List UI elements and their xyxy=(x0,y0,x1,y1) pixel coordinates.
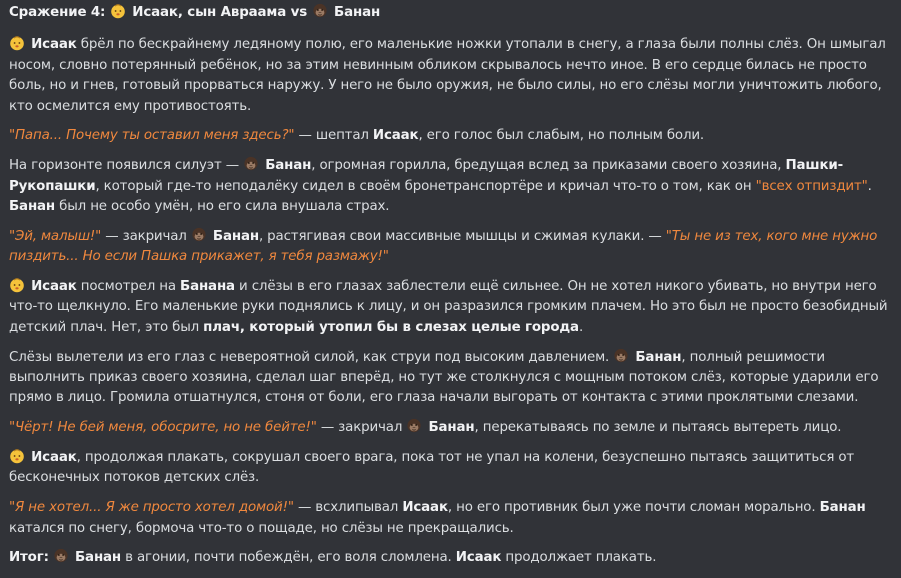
character-name: Исаак xyxy=(31,450,77,466)
narration-text: , растягивая свои массивные мышцы и сжимая кулаки. — xyxy=(258,228,666,244)
narration-text: , полный решимости выполнить приказ своего хозяина, сделал шаг вперёд, но тут же столкнулся с мощным потоком слёз, которые ударили его прямо в лицо. Громила отшатнулся, стоня от боли, его глаза начали выгорать от контакта с этими проклятыми слезами. xyxy=(9,349,879,406)
character-name: Банан xyxy=(212,228,259,244)
emphasis-text: плач, который утопил бы в слезах целые города xyxy=(203,319,579,335)
character-name: Банан xyxy=(428,420,475,436)
character-name: Банан xyxy=(265,158,312,174)
paragraph-5 xyxy=(9,277,893,338)
narration-text: , но его противник был уже почти сломан морально. xyxy=(447,500,820,516)
character-name: Исаак xyxy=(372,128,419,144)
narration-text: На горизонте появился силуэт — xyxy=(9,158,244,174)
character-name: Банана xyxy=(180,279,235,295)
character-name: Банан xyxy=(75,550,122,566)
paragraph-7 xyxy=(9,418,893,438)
title-enemy: Банан xyxy=(334,5,381,20)
gorilla-icon xyxy=(312,3,328,19)
battle-title xyxy=(9,3,893,23)
gorilla-icon xyxy=(406,418,422,434)
paragraph-2 xyxy=(9,126,893,146)
narration-text: , который где-то неподалёку сидел в своём бронетранспортёре и кричал что-то о том, как он xyxy=(95,178,756,194)
narration-text: брёл по бескрайнему ледяному полю, его маленькие ножки утопали в снегу, а глаза были полны слёз. Он шмыгал носом, словно потерянный ребёнок, но за этим невинным обликом скрывалось нечто иное. В его сердце билась не просто боль, но и гнев, готовый прорваться наружу. У него не было оружия, не было силы, но его слёзы могли уничтожить любого, кто осмелится ему противостоять. xyxy=(9,37,886,114)
summary-label: Итог: xyxy=(9,550,49,566)
narration-text: . xyxy=(578,319,584,335)
baby-face-icon xyxy=(9,277,25,293)
narration-text: и слёзы в его глазах заблестели ещё сильнее. Он не хотел никого убивать, но внутри него что-то щелкнуло. Его маленькие руки поднялись к лицу, и он разразился громким плачем. Но это был не просто безобидный детский плач. Нет, это был xyxy=(9,279,888,335)
character-name: Пашки-Рукопашки xyxy=(9,158,844,194)
narration-text: — всхлипывал xyxy=(293,500,403,516)
title-hero: Исаак, сын Авраама xyxy=(132,5,287,20)
narration-text: в агонии, почти побеждён, его воля сломлена. xyxy=(121,550,456,566)
gorilla-icon xyxy=(243,156,259,172)
paragraph-8 xyxy=(9,448,893,489)
character-name: Исаак xyxy=(455,550,502,566)
baby-face-icon xyxy=(110,3,126,19)
paragraph-summary xyxy=(9,548,893,568)
narration-text: катался по снегу, бормоча что-то о пощаде, но слёзы не прекращались. xyxy=(9,520,514,536)
baby-face-icon xyxy=(9,35,25,51)
dialogue-quote: "Эй, малыш!" xyxy=(9,228,102,244)
narration-text: — шептал xyxy=(294,128,373,144)
gorilla-icon xyxy=(613,348,629,364)
narration-text: Слёзы вылетели из его глаз с невероятной силой, как струи под высоким давлением. xyxy=(9,349,614,365)
message-body xyxy=(9,3,893,578)
paragraph-3 xyxy=(9,156,893,217)
title-prefix: Сражение 4: xyxy=(9,5,106,20)
dialogue-quote: "Чёрт! Не бей меня, обосрите, но не бейте!" xyxy=(9,420,317,436)
character-name: Исаак xyxy=(31,37,77,53)
title-vs: vs xyxy=(290,5,308,20)
character-name: Банан xyxy=(819,500,866,516)
paragraph-4 xyxy=(9,227,893,268)
character-name: Банан xyxy=(635,349,682,365)
narration-text: продолжает плакать. xyxy=(501,550,657,566)
character-name: Банан xyxy=(9,199,56,215)
narration-text: . xyxy=(867,178,872,194)
narration-text: — закричал xyxy=(316,420,407,436)
narration-text: , его голос был слабым, но полным боли. xyxy=(418,128,705,144)
narration-text: был не особо умён, но его сила внушала страх. xyxy=(55,199,390,215)
dialogue-quote: "Папа... Почему ты оставил меня здесь?" xyxy=(9,128,295,144)
paragraph-6 xyxy=(9,348,893,409)
paragraph-9 xyxy=(9,498,893,539)
narration-text: , перекатываясь по земле и пытаясь вытереть лицо. xyxy=(474,420,842,436)
narration-text: — закричал xyxy=(101,228,191,244)
character-name: Исаак xyxy=(402,500,448,516)
character-name: Исаак xyxy=(31,279,77,295)
dialogue-quote: "Я не хотел... Я же просто хотел домой!" xyxy=(9,500,294,516)
dialogue-quote: "всех отпиздит" xyxy=(755,178,868,194)
baby-face-icon xyxy=(9,448,25,464)
gorilla-icon xyxy=(53,548,69,564)
narration-text: , огромная горилла, бредущая вслед за приказами своего хозяина, xyxy=(311,158,786,174)
paragraph-1 xyxy=(9,35,893,117)
dialogue-quote: "Ты не из тех, кого мне нужно пиздить... Но если Пашка прикажет, я тебя размажу!" xyxy=(9,228,878,265)
narration-text: посмотрел на xyxy=(76,279,181,295)
narration-text: , продолжая плакать, сокрушал своего врага, пока тот не упал на колени, безуспешно пытаясь защититься от бесконечных потоков детских слёз. xyxy=(9,450,855,486)
gorilla-icon xyxy=(191,227,207,243)
